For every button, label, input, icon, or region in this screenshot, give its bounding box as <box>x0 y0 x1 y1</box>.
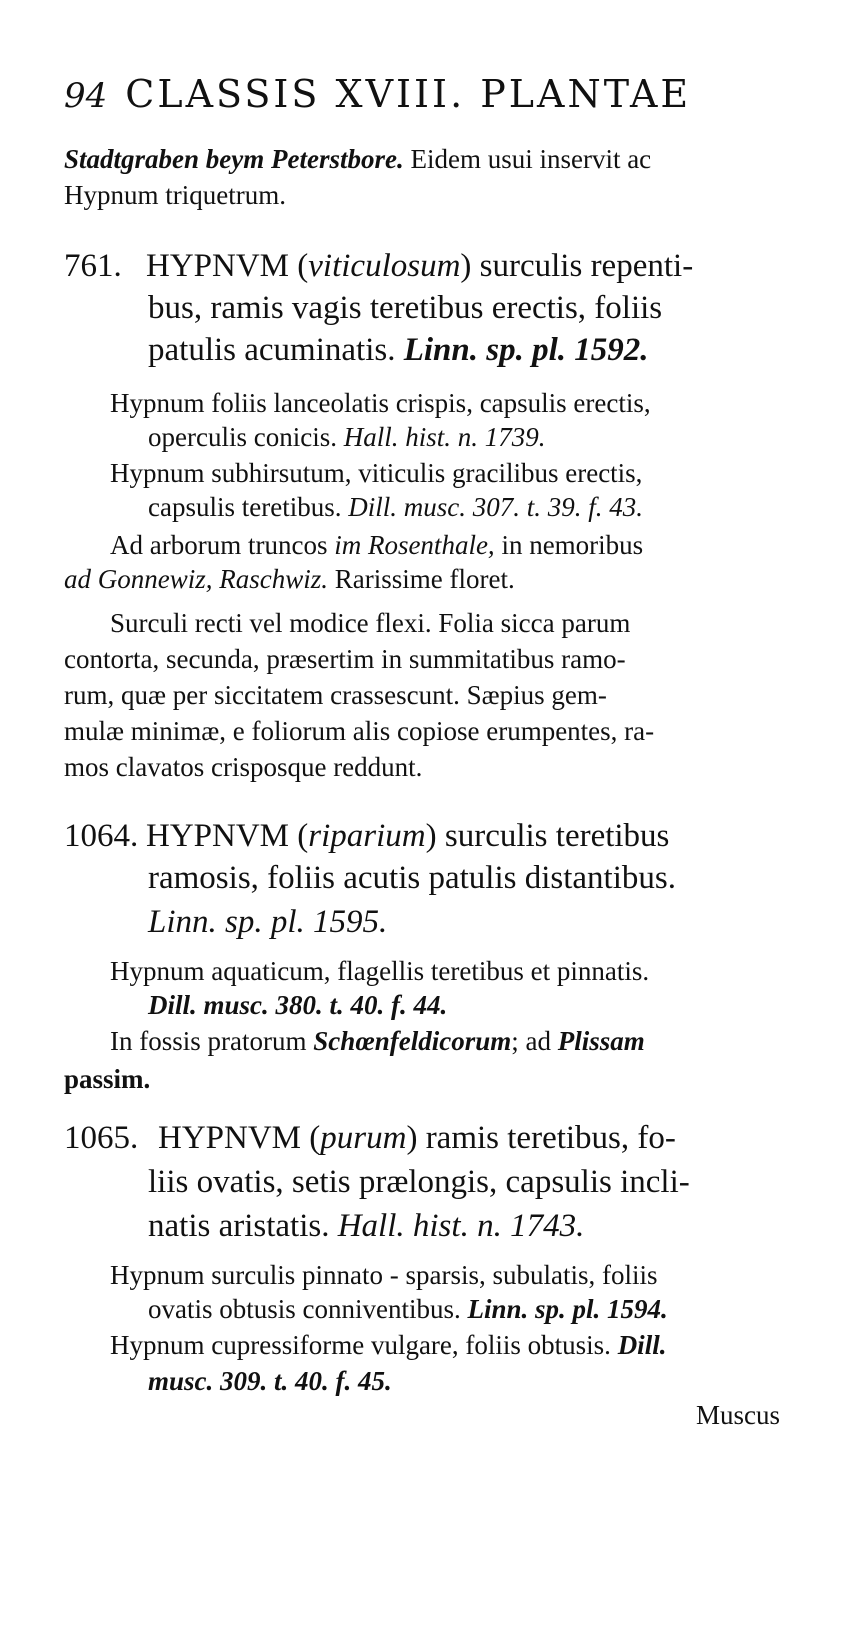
citation: Hall. hist. n. 1739. <box>343 422 546 452</box>
entry-1065-synonym-1-line-1: Hypnum surculis pinnato - sparsis, subulatis, foliis <box>110 1260 658 1290</box>
habitat-text: In fossis pratorum <box>110 1026 307 1056</box>
place-name: Schœnfeldicorum <box>313 1026 512 1056</box>
intro-line-1 <box>64 142 651 176</box>
genus-name: HYPNVM ( <box>158 1120 321 1156</box>
description-line-1: Surculi recti vel modice flexi. Folia sicca parum <box>110 608 631 638</box>
entry-761-line-3 <box>148 328 649 372</box>
synonym-text: capsulis teretibus. <box>148 492 342 522</box>
intro-text: Eidem usui inservit ac <box>410 144 652 174</box>
species-name: purum <box>320 1120 407 1156</box>
entry-1064-synonym-line-1: Hypnum aquaticum, flagellis teretibus et pinnatis. <box>110 956 650 986</box>
description-line-5: mos clavatos crisposque reddunt. <box>64 752 423 782</box>
entry-1065-heading <box>64 1116 676 1160</box>
citation: Dill. <box>617 1330 667 1360</box>
entry-1064-line-3 <box>148 900 387 944</box>
entry-1064-habitat-line-2: passim. <box>64 1064 151 1094</box>
entry-761-line-2: bus, ramis vagis teretibus erectis, foliis <box>148 290 663 326</box>
synonym-text: operculis conicis. <box>148 422 337 452</box>
habitat-text: Ad arborum truncos <box>110 530 328 560</box>
citation: Linn. sp. pl. 1594. <box>467 1294 668 1324</box>
entry-number: 761. <box>64 248 122 284</box>
synonym-text: Hypnum cupressiforme vulgare, foliis obtusis. <box>110 1330 611 1360</box>
habitat-line-2 <box>64 562 515 596</box>
genus-name: HYPNVM ( <box>146 248 309 284</box>
citation: Linn. sp. pl. 1592. <box>403 332 649 368</box>
page-number: 94 <box>64 76 108 116</box>
citation: Dill. musc. 307. t. 39. f. 43. <box>348 492 643 522</box>
synonym-1-line-1: Hypnum foliis lanceolatis crispis, capsulis erectis, <box>110 388 651 418</box>
habitat-text: Rarissime floret. <box>334 564 515 594</box>
diagnosis-text: ) ramis teretibus, fo- <box>406 1120 676 1156</box>
synonym-2-line-1: Hypnum subhirsutum, viticulis gracilibus erectis, <box>110 458 643 488</box>
entry-number: 1065. <box>64 1120 139 1156</box>
intro-line-2: Hypnum triquetrum. <box>64 180 286 210</box>
diagnosis-text: patulis acuminatis. <box>148 332 396 368</box>
citation: musc. 309. t. 40. f. 45. <box>148 1366 392 1396</box>
diagnosis-text: natis aristatis. <box>148 1208 330 1244</box>
habitat-text: ; ad <box>511 1026 552 1056</box>
entry-number: 1064. <box>64 818 139 854</box>
habitat-line-1 <box>110 528 643 562</box>
running-header <box>64 72 691 116</box>
synonym-text: ovatis obtusis conniventibus. <box>148 1294 461 1324</box>
entry-1064-line-2: ramosis, foliis acutis patulis distantibus. <box>148 860 676 896</box>
description-line-3: rum, quæ per siccitatem crassescunt. Sæpius gem- <box>64 680 607 710</box>
citation: Linn. sp. pl. 1595. <box>148 904 388 940</box>
description-line-4: mulæ minimæ, e foliorum alis copiose erumpentes, ra- <box>64 716 655 746</box>
entry-1065-synonym-2-line-1 <box>110 1328 666 1362</box>
catchword: Muscus <box>695 1400 780 1430</box>
description-line-2: contorta, secunda, præsertim in summitatibus ramo- <box>64 644 626 674</box>
habitat-text: in nemoribus <box>501 530 644 560</box>
diagnosis-text: ) surculis repenti- <box>460 248 694 284</box>
place-name: ad Gonnewiz, Raschwiz. <box>64 564 329 594</box>
place-name: im Rosenthale, <box>334 530 495 560</box>
species-name: riparium <box>308 818 426 854</box>
synonym-2-line-2 <box>148 490 643 524</box>
synonym-1-line-2 <box>148 420 545 454</box>
entry-1064-habitat-line-1 <box>110 1024 645 1058</box>
header-title: CLASSIS XVIII. PLANTAE <box>125 72 692 116</box>
diagnosis-text: ) surculis teretibus <box>425 818 670 854</box>
entry-1064-synonym-line-2 <box>148 988 447 1022</box>
place-name: Stadtgraben beym Peterstbore. <box>64 144 404 174</box>
entry-1065-line-3 <box>148 1204 584 1248</box>
entry-1065-synonym-2-line-2 <box>148 1364 392 1398</box>
genus-name: HYPNVM ( <box>146 818 309 854</box>
citation: Dill. musc. 380. t. 40. f. 44. <box>148 990 448 1020</box>
entry-1064-heading <box>64 814 669 858</box>
entry-1065-synonym-1-line-2 <box>148 1292 668 1326</box>
citation: Hall. hist. n. 1743. <box>337 1208 585 1244</box>
species-name: viticulosum <box>308 248 461 284</box>
place-name: Plissam <box>557 1026 645 1056</box>
entry-761-heading <box>64 244 693 288</box>
entry-1065-line-2: liis ovatis, setis prælongis, capsulis incli- <box>148 1164 690 1200</box>
